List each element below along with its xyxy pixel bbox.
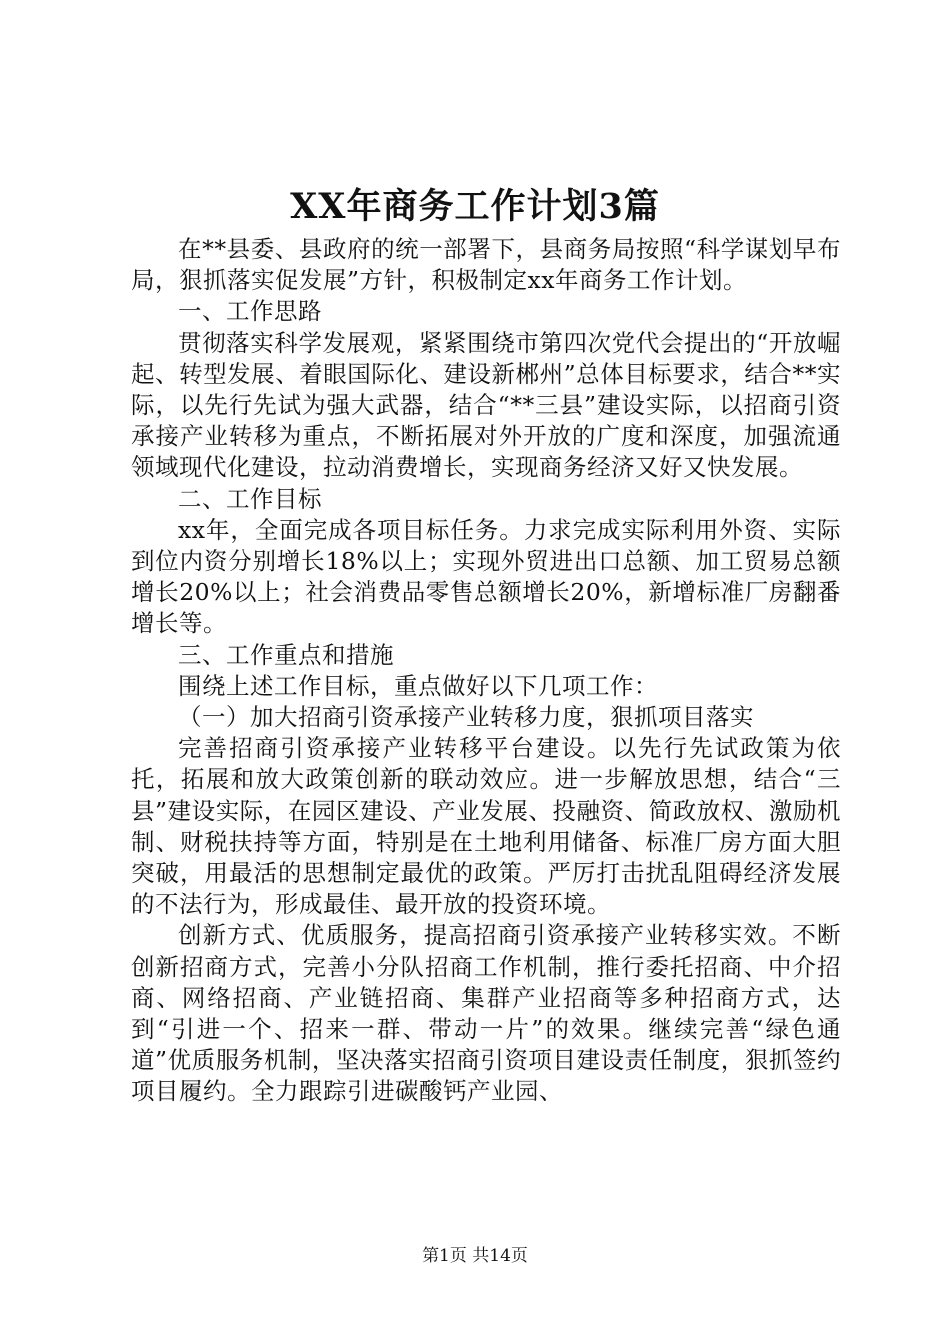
paragraph-goals: xx年，全面完成各项目标任务。力求完成实际利用外资、实际到位内资分别增长18%以上；实现外贸进出口总额、加工贸易总额增长20%以上；社会消费品零售总额增长20%，新增标准厂房翻番增长等。 bbox=[131, 515, 841, 638]
section-heading-2: 二、工作目标 bbox=[178, 484, 322, 513]
paragraph-lead: 围绕上述工作目标，重点做好以下几项工作： bbox=[178, 671, 658, 700]
section-heading-3: 三、工作重点和措施 bbox=[178, 640, 394, 669]
page-number: 第1页 共14页 bbox=[422, 1246, 528, 1266]
subsection-heading-1: （一）加大招商引资承接产业转移力度，狠抓项目落实 bbox=[178, 703, 754, 732]
paragraph-innovation: 创新方式、优质服务，提高招商引资承接产业转移实效。不断创新招商方式，完善小分队招商工作机制，推行委托招商、中介招商、网络招商、产业链招商、集群产业招商等多种招商方式，达到“引进一个、招来一群、带动一片”的效果。继续完善“绿色通道”优质服务机制，坚决落实招商引资项目建设责任制度，狠抓签约项目履约。全力跟踪引进碳酸钙产业园、 bbox=[131, 921, 841, 1106]
document-body bbox=[131, 234, 841, 1200]
paragraph-intro: 在**县委、县政府的统一部署下，县商务局按照“科学谋划早布局，狠抓落实促发展”方针，积极制定xx年商务工作计划。 bbox=[131, 235, 841, 295]
document-title: XX年商务工作计划3篇 bbox=[290, 186, 660, 227]
section-heading-1: 一、工作思路 bbox=[178, 297, 322, 326]
paragraph-platform: 完善招商引资承接产业转移平台建设。以先行先试政策为依托，拓展和放大政策创新的联动效应。进一步解放思想，结合“三县”建设实际，在园区建设、产业发展、投融资、简政放权、激励机制、财税扶持等方面，特别是在土地利用储备、标准厂房方面大胆突破，用最活的思想制定最优的政策。严厉打击扰乱阻碍经济发展的不法行为，形成最佳、最开放的投资环境。 bbox=[131, 734, 841, 919]
paragraph-ideas: 贯彻落实科学发展观，紧紧围绕市第四次党代会提出的“开放崛起、转型发展、着眼国际化、建设新郴州”总体目标要求，结合**实际，以先行先试为强大武器，结合“**三县”建设实际，以招商引资承接产业转移为重点，不断拓展对外开放的广度和深度，加强流通领域现代化建设，拉动消费增长，实现商务经济又好又快发展。 bbox=[131, 328, 841, 482]
